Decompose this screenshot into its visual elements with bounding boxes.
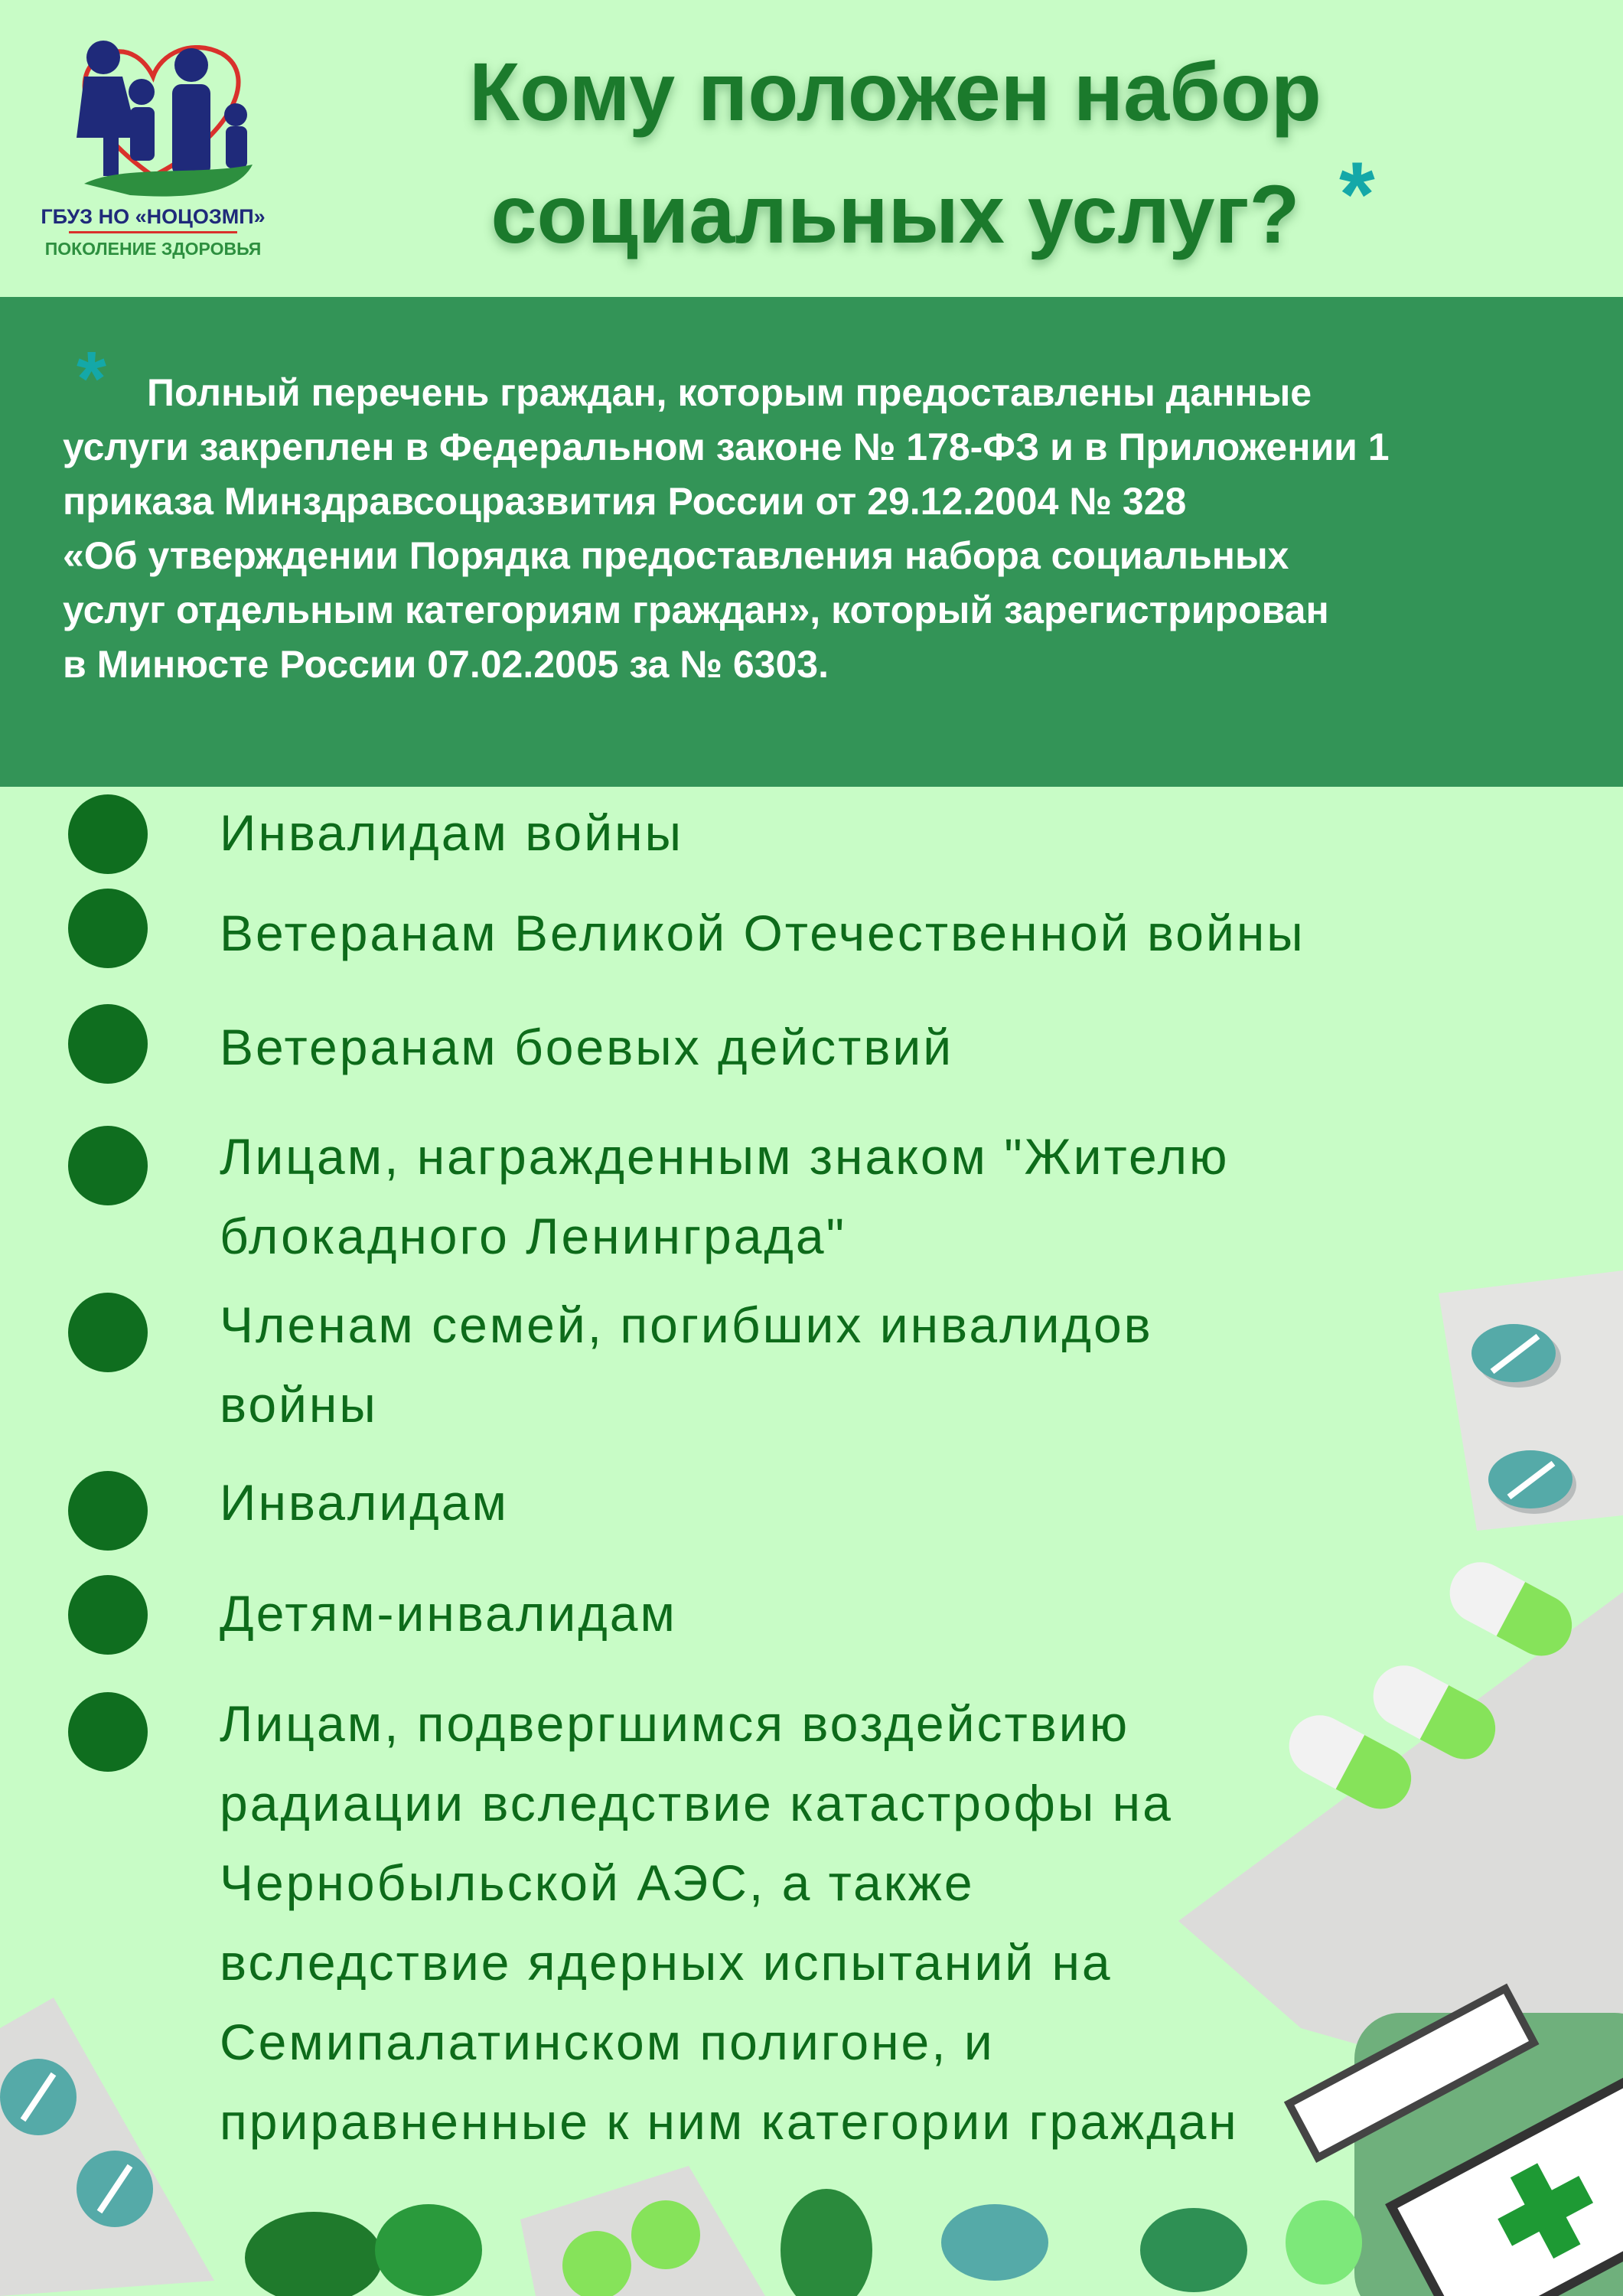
bullet-icon	[68, 1004, 148, 1084]
list-item-text: Семипалатинском полигоне, и	[220, 2014, 995, 2070]
page-title-line-1: Кому положен набор	[469, 45, 1322, 138]
blister-pack-top-icon	[1439, 1270, 1623, 1531]
list-item-text: Лицам, подвергшимся воздействию	[220, 1695, 1130, 1752]
list-item-text: Лицам, награжденным знаком "Жителю	[220, 1128, 1230, 1185]
note-line: услуги закреплен в Федеральном законе № 178-ФЗ и в Приложении 1	[63, 426, 1390, 468]
bullet-icon	[68, 1126, 148, 1205]
list-item	[220, 1007, 1367, 1087]
logo-tagline: ПОКОЛЕНИЕ ЗДОРОВЬЯ	[44, 239, 262, 259]
list-item	[220, 1285, 1367, 1444]
list-item	[220, 1117, 1367, 1276]
logo-org-name: ГБУЗ НО «НОЦОЗМП»	[41, 205, 266, 228]
list-item-text: Ветеранам Великой Отечественной войны	[220, 905, 1305, 961]
list-item	[220, 893, 1367, 973]
list-item-text: блокадного Ленинграда"	[220, 1208, 847, 1264]
list-item	[220, 1574, 1367, 1653]
bullet-icon	[68, 1471, 148, 1551]
list-item-text: вследствие ядерных испытаний на	[220, 1934, 1113, 1991]
list-item-text: радиации вследствие катастрофы на	[220, 1775, 1173, 1831]
note-line: приказа Минздравсоцразвития России от 29.12.2004 № 328	[63, 480, 1187, 523]
legal-note-banner	[0, 297, 1623, 787]
list-item-text: Ветеранам боевых действий	[220, 1019, 954, 1075]
note-line: «Об утверждении Порядка предоставления набора социальных	[63, 534, 1289, 577]
organization-logo	[31, 31, 275, 268]
bullet-icon	[68, 889, 148, 968]
blister-pack-left-icon	[0, 1998, 214, 2296]
note-line: услуг отдельным категориям граждан», который зарегистрирован	[63, 589, 1329, 631]
bullet-icon	[68, 1293, 148, 1372]
list-item-text: Детям-инвалидам	[220, 1585, 677, 1642]
bullet-icon	[68, 794, 148, 874]
list-item-text: Чернобыльской АЭС, а также	[220, 1854, 975, 1911]
list-item-text: Членам семей, погибших инвалидов	[220, 1296, 1153, 1353]
list-item	[220, 1684, 1367, 2161]
list-item	[220, 1463, 1367, 1542]
list-item	[220, 793, 1367, 872]
family-heart-logo-icon	[31, 31, 275, 199]
page-title-line-2: социальных услуг?	[490, 168, 1300, 260]
note-line: Полный перечень граждан, которым предоставлены данные	[147, 371, 1312, 414]
scattered-pills-icon	[245, 2166, 1362, 2296]
note-asterisk-icon: *	[77, 336, 106, 422]
bullet-icon	[68, 1692, 148, 1772]
list-item-text: войны	[220, 1376, 378, 1433]
list-item-text: Инвалидам	[220, 1474, 509, 1531]
note-line: в Минюсте России 07.02.2005 за № 6303.	[63, 643, 829, 686]
list-item-text: приравненные к ним категории граждан	[220, 2093, 1239, 2150]
bullet-icon	[68, 1575, 148, 1655]
title-asterisk-icon: *	[1339, 143, 1375, 246]
logo-divider	[69, 231, 237, 233]
legal-note-text	[63, 366, 1608, 692]
list-item-text: Инвалидам войны	[220, 804, 683, 861]
